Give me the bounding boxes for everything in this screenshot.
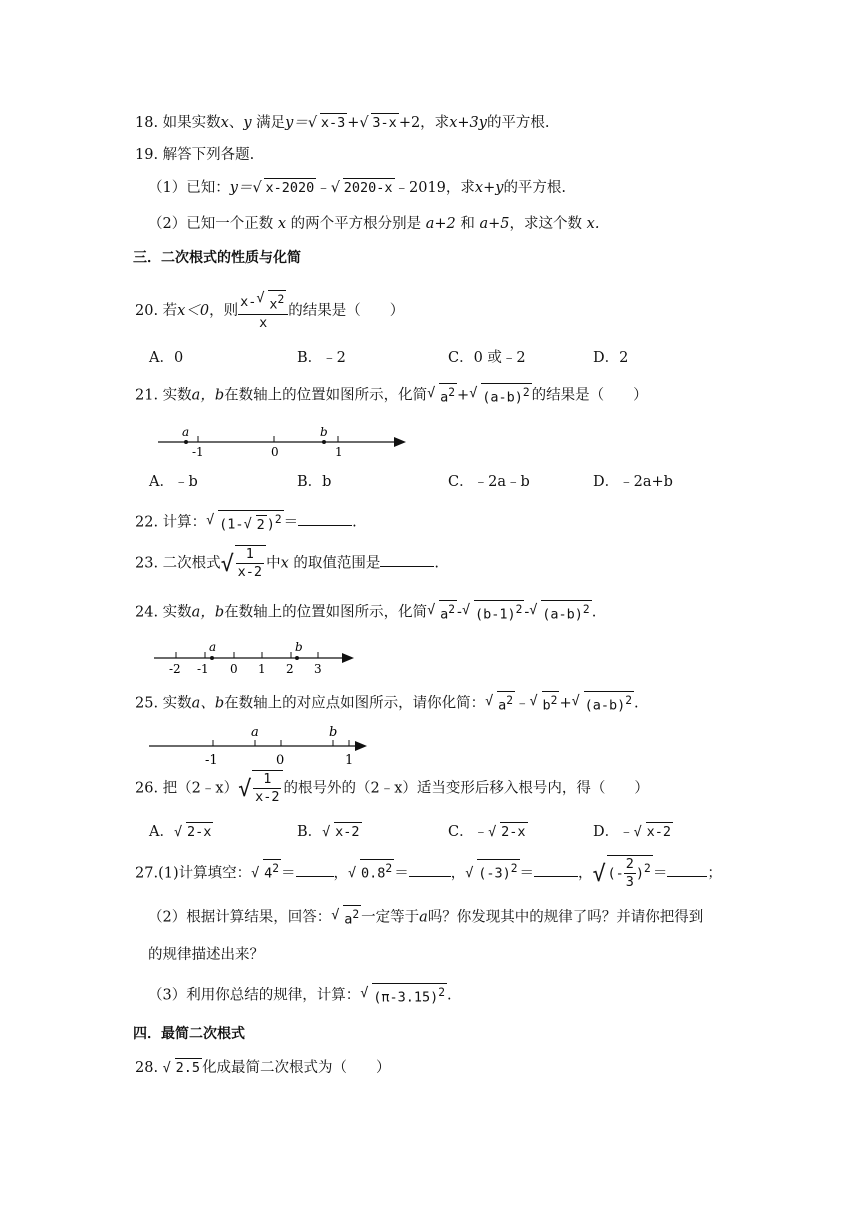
question-21: 21. 实数a，b在数轴上的位置如图所示，化简 √ $a^2$ + √ $(a-b)^2$ 的结果是（ ） <box>135 385 648 406</box>
axis-label-a: a <box>209 640 217 654</box>
question-27-part-2: （2）根据计算结果，回答： √ $a^2$ 一定等于a吗？你发现其中的规律了吗？并请你把得到 <box>148 907 704 928</box>
q20-option-b[interactable]: B．﹣2 <box>297 350 346 366</box>
answer-blank[interactable] <box>409 862 451 877</box>
number-line-q24 <box>150 638 360 680</box>
fraction: x- √ $x^2$ x <box>238 290 288 332</box>
answer-blank[interactable] <box>667 862 707 877</box>
axis-tick-0: 0 <box>276 753 285 768</box>
axis-label-b: b <box>295 640 303 654</box>
section-heading-3: 三．二次根式的性质与化简 <box>133 250 301 266</box>
q21-option-b[interactable]: B．b <box>297 474 332 490</box>
q20-option-d[interactable]: D．2 <box>593 350 629 366</box>
axis-tick-0: 0 <box>230 662 238 676</box>
question-20: 20. 若x＜0，则 x- √ $x^2$ x 的结果是（ ） <box>135 290 405 331</box>
axis-tick-1: 1 <box>345 753 354 768</box>
question-18: 18. 如果实数x、y 满足y＝ √ x-3 + √ 3-x +2，求x+3y的平方根. <box>135 115 550 131</box>
axis-tick-minus-1: -1 <box>197 662 209 676</box>
answer-blank[interactable] <box>296 862 334 877</box>
question-27-part-1: 27.(1)计算填空： √ $4^2$ ＝ ， √ $0.8^2$ ＝ ， √ $(-3)^2$ ＝ ， √ (- $\frac{2}{3}$ )$^2$ ＝ ； <box>135 856 722 890</box>
axis-label-b: b <box>320 425 328 439</box>
q26-option-c[interactable]: C．﹣ √ 2-x <box>448 824 526 840</box>
q21-option-c[interactable]: C．﹣2a﹣b <box>448 474 530 490</box>
radical: √ 3-x <box>359 115 397 131</box>
question-28: 28. √ 2.5 化成最简二次根式为（ ） <box>135 1060 391 1076</box>
section-heading-4: 四．最简二次根式 <box>133 1026 245 1042</box>
q20-option-c[interactable]: C．0 或﹣2 <box>448 350 526 366</box>
question-19-part-2: （2）已知一个正数 x 的两个平方根分别是 a+2 和 a+5，求这个数 x. <box>148 216 600 232</box>
question-26: 26. 把（2﹣x） √ $\frac{1}{x-2}$ 的根号外的（2﹣x）适当变形后移入根号内，得（ ） <box>135 771 649 805</box>
axis-tick-2: 2 <box>286 662 294 676</box>
radical: √ 2020-x <box>330 180 393 196</box>
answer-blank[interactable] <box>298 511 352 526</box>
question-23: 23. 二次根式 √ $\frac{1}{x-2}$ 中x 的取值范围是 . <box>135 546 439 580</box>
question-27-part-3: （3）利用你总结的规律，计算： √ $(\pi-3.15)^2$ . <box>148 985 452 1006</box>
q20-option-a[interactable]: A．0 <box>149 350 184 366</box>
axis-tick-1: 1 <box>258 662 266 676</box>
axis-label-a: a <box>182 425 190 439</box>
question-19-part-1: （1）已知：y＝ √ x-2020 ﹣ √ 2020-x ﹣2019，求x+y的平方根. <box>148 180 567 196</box>
question-25: 25. 实数a、b在数轴上的对应点如图所示，请你化简： √ $a^2$ ﹣ √ $b^2$ + √ $(a-b)^2$ . <box>135 693 639 714</box>
question-22: 22. 计算： √ (1- √ 2 )$^2$ ＝ . <box>135 512 357 533</box>
axis-tick-minus-2: -2 <box>169 662 181 676</box>
number-line-q25 <box>145 724 375 768</box>
q21-option-d[interactable]: D．﹣2a+b <box>593 474 673 490</box>
q21-option-a[interactable]: A．﹣b <box>149 474 198 490</box>
axis-tick-minus-1: -1 <box>192 445 204 459</box>
axis-tick-3: 3 <box>314 662 322 676</box>
q26-option-d[interactable]: D．﹣ √ x-2 <box>593 824 672 840</box>
number-line-q21 <box>150 422 410 462</box>
axis-tick-0: 0 <box>271 445 279 459</box>
axis-label-a: a <box>251 725 259 740</box>
axis-tick-1: 1 <box>335 445 343 459</box>
radical: √ x-3 <box>307 115 346 131</box>
question-19: 19. 解答下列各题. <box>135 147 255 163</box>
axis-tick-minus-1: -1 <box>205 753 218 768</box>
radical: √ x-2020 <box>252 180 315 196</box>
answer-blank[interactable] <box>380 552 434 567</box>
q26-option-a[interactable]: A． √ 2-x <box>149 824 212 840</box>
axis-label-b: b <box>329 725 338 740</box>
question-27-part-2-cont: 的规律描述出来？ <box>148 947 264 963</box>
q26-option-b[interactable]: B． √ x-2 <box>297 824 360 840</box>
answer-blank[interactable] <box>534 862 578 877</box>
question-24: 24. 实数a，b在数轴上的位置如图所示，化简 √ $a^2$ - √ $(b-1)^2$ - √ $(a-b)^2$ . <box>135 602 597 623</box>
